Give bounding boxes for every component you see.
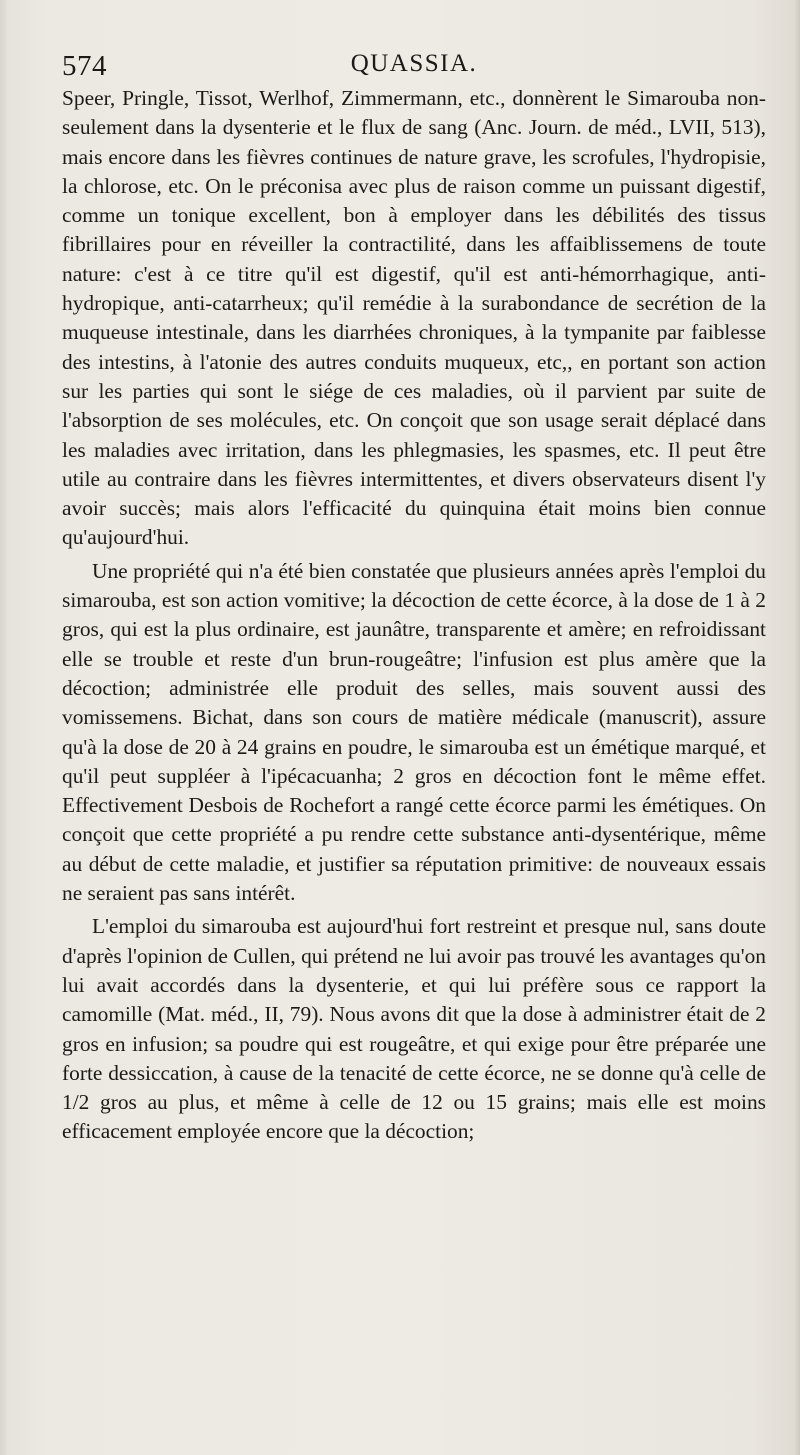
paragraph-2: Une propriété qui n'a été bien constatée que plusieurs années après l'emploi du simarouba, est son action vomitive; la décoction de cette écorce, à la dose de 1 à 2 gros, qui est la plus ordinaire, est jaunâtre, transparente et amère; en refroidissant elle se trouble et reste d'un brun-rougeâtre; l'infusion est plus amère que la décoction; administrée elle produit des selles, mais souvent aussi des vomissemens. Bichat, dans son cours de matière médicale (manuscrit), assure qu'à la dose de 20 à 24 grains en poudre, le simarouba est un émétique marqué, et qu'il peut suppléer à l'ipécacuanha; 2 gros en décoction font le même effet. Effectivement Desbois de Rochefort a rangé cette écorce parmi les émétiques. On conçoit que cette propriété a pu rendre cette substance anti-dysentérique, même au début de cette maladie, et justifier sa réputation primitive: de nouveaux essais ne seraient pas sans intérêt. [62, 558, 766, 906]
paragraph-3: L'emploi du simarouba est aujourd'hui fort restreint et presque nul, sans doute d'après l'opinion de Cullen, qui prétend ne lui avoir pas trouvé les avantages qu'on lui avait accordés dans la dysenterie, et qui lui préfère sous ce rapport la camomille (Mat. méd., II, 79). Nous avons dit que la dose à administrer était de 2 gros en infusion; sa poudre qui est rougeâtre, et qui exige pour être préparée une forte dessiccation, à cause de la tenacité de cette écorce, ne se donne qu'à celle de 1/2 gros au plus, et même à celle de 12 ou 15 grains; mais elle est moins efficacement employée encore que la décoction; [62, 914, 766, 1144]
body-text [62, 84, 766, 1147]
page-shadow-right [794, 0, 800, 1455]
page-shadow-left [0, 0, 8, 1455]
paragraph-1: Speer, Pringle, Tissot, Werlhof, Zimmermann, etc., donnèrent le Simarouba non-seulement dans la dysenterie et le flux de sang (Anc. Journ. de méd., LVII, 513), mais encore dans les fièvres continues de nature grave, les scrofules, l'hydropisie, la chlorose, etc. On le préconisa avec plus de raison comme un puissant digestif, comme un tonique excellent, bon à employer dans les débilités des tissus fibrillaires pour en réveiller la contractilité, dans les affaiblissemens de toute nature: c'est à ce titre qu'il est digestif, qu'il est anti-hémorrhagique, anti-hydropique, anti-catarrheux; qu'il remédie à la surabondance de secrétion de la muqueuse intestinale, dans les diarrhées chroniques, à la tympanite par faiblesse des intestins, à l'atonie des autres conduits muqueux, etc,, en portant son action sur les parties qui sont le siége de ces maladies, où il parvient par suite de l'absorption de ses molécules, etc. On conçoit que son usage serait déplacé dans les maladies avec irritation, dans les phlegmasies, les spasmes, etc. Il peut être utile au contraire dans les fièvres intermittentes, et divers observateurs disent l'y avoir succès; mais alors l'efficacité du quinquina était moins bien connue qu'aujourd'hui. [62, 86, 766, 550]
page-header [62, 44, 766, 84]
running-head: QUASSIA. [350, 50, 478, 77]
page-number: 574 [62, 50, 107, 82]
